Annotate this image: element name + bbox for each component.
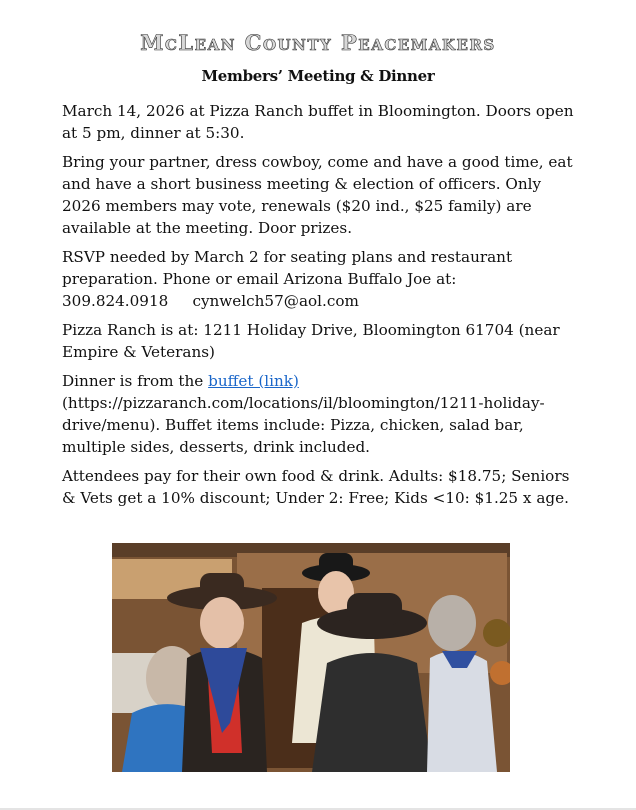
rsvp-phone: 309.824.0918 <box>62 292 169 310</box>
dinner-prefix: Dinner is from the <box>62 372 209 390</box>
photo-illustration <box>112 543 510 772</box>
event-date-paragraph: March 14, 2026 at Pizza Ranch buffet in Bloomington. Doors open at 5 pm, dinner at 5:30. <box>62 102 574 142</box>
event-details-paragraph: Bring your partner, dress cowboy, come and have a good time, eat and have a short business meeting & election of officers. Only 2026 members may vote, renewals ($20 ind., $25 family) are available at the meeting. Door prizes. <box>62 153 573 237</box>
event-photo <box>112 543 510 772</box>
event-title: Members’ Meeting & Dinner <box>201 67 435 85</box>
pricing-paragraph: Attendees pay for their own food & drink. Adults: $18.75; Seniors & Vets get a 10% discount; Under 2: Free; Kids <10: $1.25 x age. <box>62 467 570 507</box>
rsvp-email: cynwelch57@aol.com <box>192 292 359 310</box>
rsvp-text: RSVP needed by March 2 for seating plans and restaurant preparation. Phone or email Arizona Buffalo Joe at: <box>62 248 513 288</box>
org-title: McLean County Peacemakers <box>140 30 496 55</box>
dinner-rest: (https://pizzaranch.com/locations/il/bloomington/1211-holiday-drive/menu). Buffet items include: Pizza, chicken, salad bar, multiple sides, desserts, drink included. <box>62 394 545 456</box>
address-paragraph: Pizza Ranch is at: 1211 Holiday Drive, Bloomington 61704 (near Empire & Veterans) <box>62 321 560 361</box>
document-body <box>62 100 582 516</box>
rsvp-paragraph <box>62 246 582 312</box>
dinner-paragraph <box>62 370 582 458</box>
buffet-link[interactable]: buffet (link) <box>208 372 299 390</box>
